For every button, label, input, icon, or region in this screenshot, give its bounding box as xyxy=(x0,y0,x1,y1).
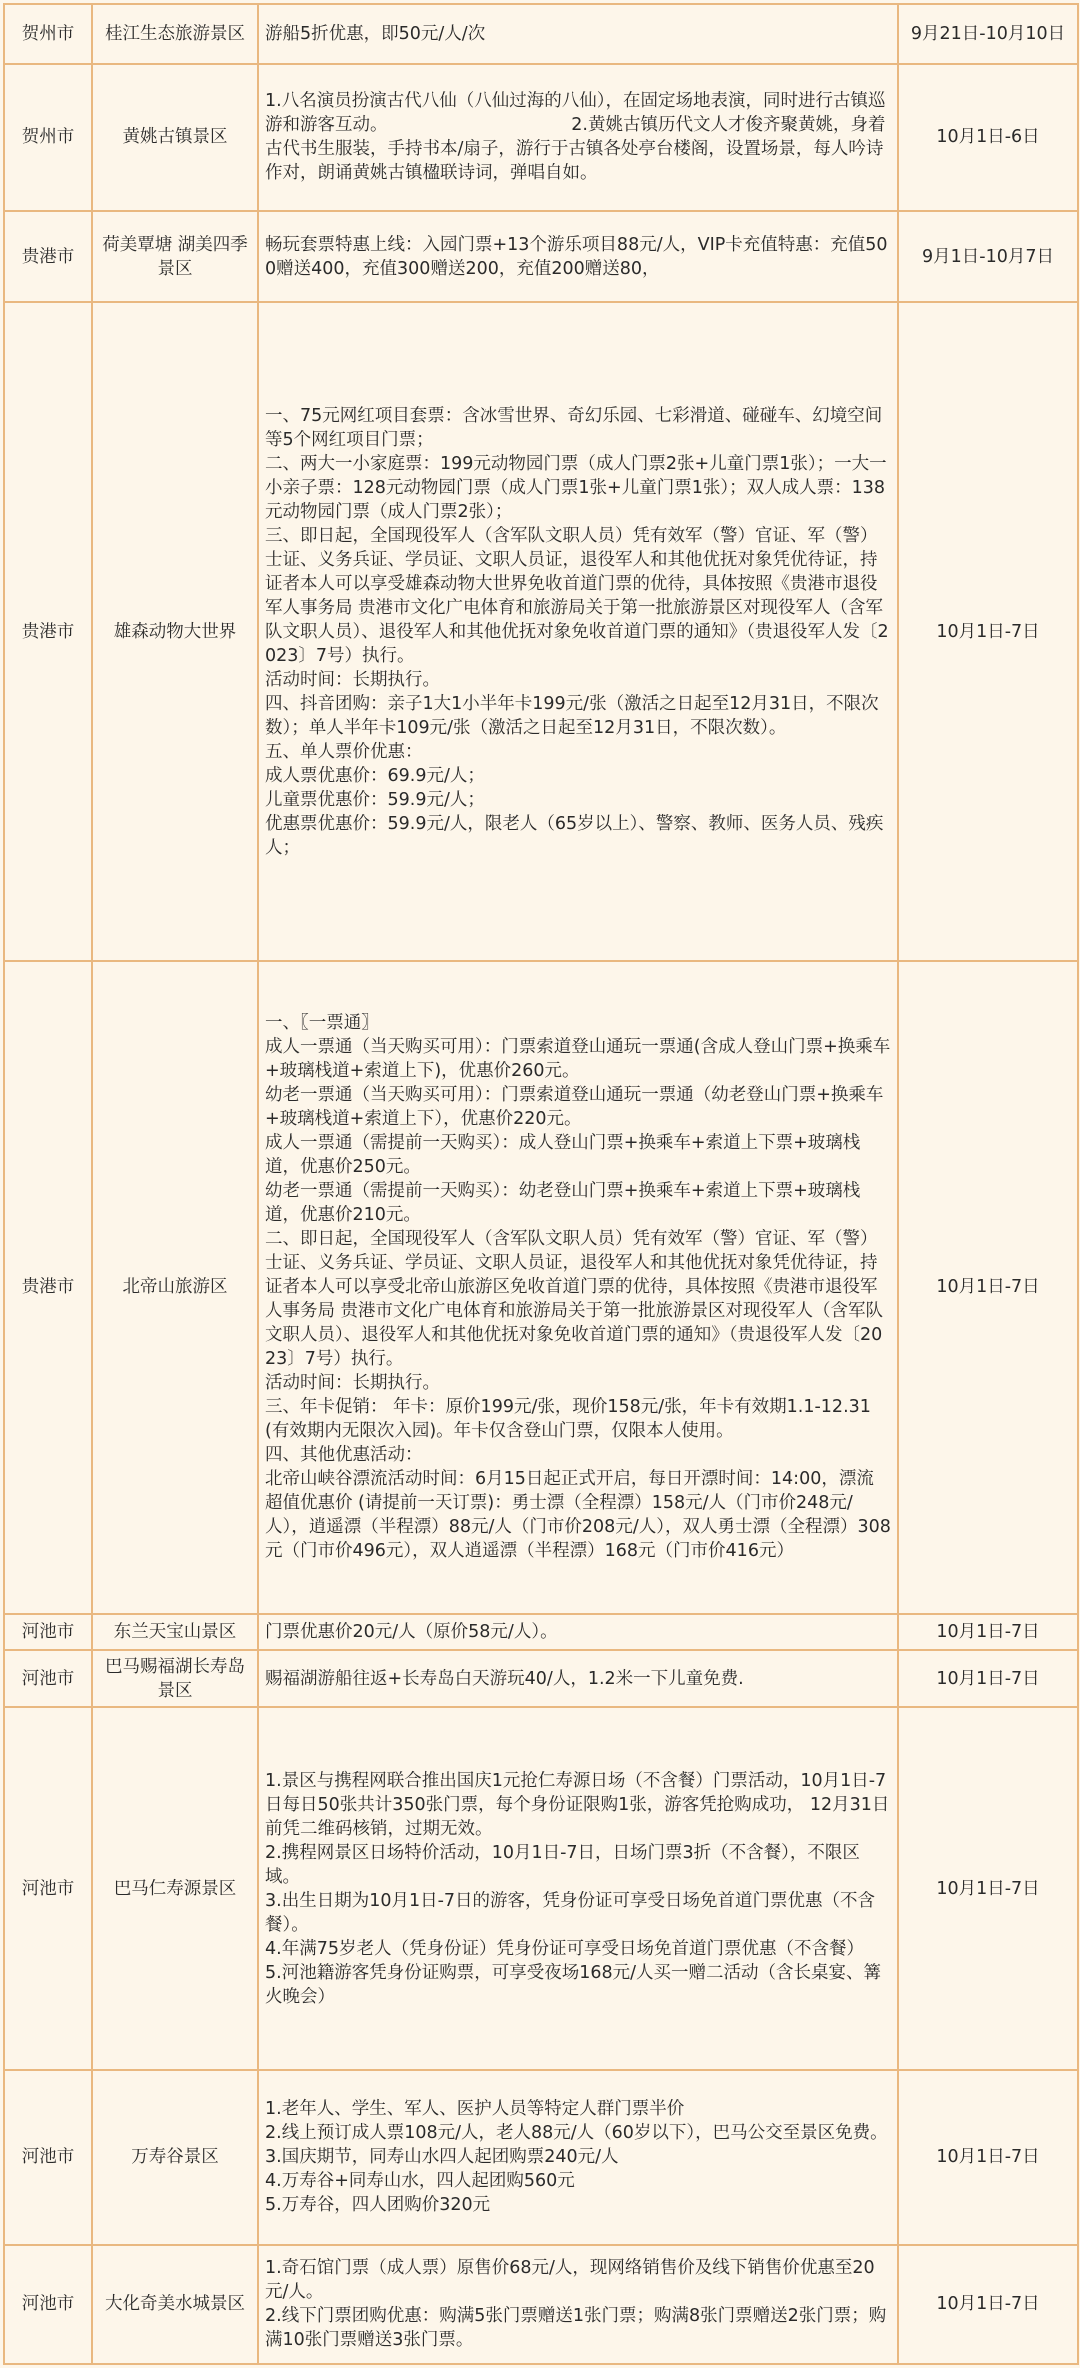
date-cell: 10月1日-7日 xyxy=(898,1707,1078,2069)
table-row xyxy=(4,4,1078,64)
table-row xyxy=(4,211,1078,303)
detail-line: 赐福湖游船往返+长寿岛白天游玩40/人，1.2米一下儿童免费. xyxy=(265,1668,744,1689)
detail-line: 1.景区与携程网联合推出国庆1元抢仁寿源日场（不含餐）门票活动，10月1日-7日每日50张共计350张门票，每个身份证限购1张，游客凭抢购成功， 12月31日前凭二维码核销，过期无效。 xyxy=(265,1770,890,1839)
promotion-detail-cell xyxy=(258,2070,898,2245)
date-cell: 10月1日-7日 xyxy=(898,1614,1078,1650)
scenic-spot-cell: 黄姚古镇景区 xyxy=(92,64,258,211)
table-row xyxy=(4,961,1078,1613)
detail-line: 四、其他优惠活动： xyxy=(265,1445,423,1466)
detail-line: 成人一票通（当天购买可用）：门票索道登山通玩一票通(含成人登山门票+换乘车+玻璃栈道+索道上下)，优惠价260元。 xyxy=(265,1037,891,1082)
scenic-spot-cell: 北帝山旅游区 xyxy=(92,961,258,1613)
scenic-spot-cell: 巴马仁寿源景区 xyxy=(92,1707,258,2069)
promotion-detail-cell xyxy=(258,961,898,1613)
detail-line: 1.奇石馆门票（成人票）原售价68元/人，现网络销售价及线下销售价优惠至20元/人。 xyxy=(265,2258,875,2303)
date-cell: 10月1日-7日 xyxy=(898,1650,1078,1708)
detail-line: 一、〖一票通〗 xyxy=(265,1013,379,1034)
scenic-spot-cell: 桂江生态旅游景区 xyxy=(92,4,258,64)
detail-line: 四、抖音团购：亲子1大1小半年卡199元/张（激活之日起至12月31日，不限次数）；单人半年卡109元/张（激活之日起至12月31日，不限次数）。 xyxy=(265,693,879,738)
detail-line: 3.出生日期为10月1日-7日的游客，凭身份证可享受日场免首道门票优惠（不含餐）。 xyxy=(265,1890,876,1935)
city-cell: 河池市 xyxy=(4,2245,92,2364)
promotion-table xyxy=(3,3,1079,2365)
detail-line: 5.万寿谷，四人团购价320元 xyxy=(265,2195,491,2216)
detail-line: 成人票优惠价：69.9元/人； xyxy=(265,765,485,786)
detail-line: 五、单人票价优惠： xyxy=(265,741,423,762)
detail-line: 门票优惠价20元/人（原价58元/人）。 xyxy=(265,1621,558,1642)
detail-line: 幼老一票通（当天购买可用）：门票索道登山通玩一票通（幼老登山门票+换乘车+玻璃栈道+索道上下），优惠价220元。 xyxy=(265,1085,884,1130)
city-cell: 贵港市 xyxy=(4,211,92,303)
detail-line: 三、年卡促销： 年卡：原价199元/张，现价158元/张，年卡有效期1.1-12.31(有效期内无限次入园)。年卡仅含登山门票，仅限本人使用。 xyxy=(265,1397,871,1442)
city-cell: 贵港市 xyxy=(4,302,92,961)
city-cell: 贺州市 xyxy=(4,4,92,64)
scenic-spot-cell: 东兰天宝山景区 xyxy=(92,1614,258,1650)
detail-line: 2.线上预订成人票108元/人，老人88元/人（60岁以下），巴马公交至景区免费。 xyxy=(265,2123,888,2144)
city-cell: 贺州市 xyxy=(4,64,92,211)
detail-line: 1.老年人、学生、军人、医护人员等特定人群门票半价 xyxy=(265,2099,685,2120)
city-cell: 河池市 xyxy=(4,2070,92,2245)
detail-line: 二、即日起，全国现役军人（含军队文职人员）凭有效军（警）官证、军（警）士证、义务兵证、学员证、文职人员证，退役军人和其他优抚对象凭优待证，持证者本人可以享受北帝山旅游区免收首道门票的优待，具体按照《贵港市退役军人事务局 贵港市文化广电体育和旅游局关于第一批旅游景区对现役军人（含军队文职人员）、退役军人和其他优抚对象免收首道门票的通知》（贵退役军人发〔2023〕7号）执行。 xyxy=(265,1229,884,1370)
detail-line: 畅玩套票特惠上线：入园门票+13个游乐项目88元/人，VIP卡充值特惠：充值500赠送400，充值300赠送200，充值200赠送80， xyxy=(265,234,888,279)
table-row xyxy=(4,1614,1078,1650)
detail-line: 三、即日起，全国现役军人（含军队文职人员）凭有效军（警）官证、军（警）士证、义务兵证、学员证、文职人员证，退役军人和其他优抚对象凭优待证，持证者本人可以享受雄森动物大世界免收首道门票的优待，具体按照《贵港市退役军人事务局 贵港市文化广电体育和旅游局关于第一批旅游景区对现役军人（含军队文职人员）、退役军人和其他优抚对象免收首道门票的通知》（贵退役军人发〔2023〕7号）执行。 xyxy=(265,525,889,666)
table-row xyxy=(4,2245,1078,2364)
detail-line: 游船5折优惠，即50元/人/次 xyxy=(265,23,486,44)
scenic-spot-cell: 巴马赐福湖长寿岛景区 xyxy=(92,1650,258,1708)
date-cell: 10月1日-6日 xyxy=(898,64,1078,211)
table-row xyxy=(4,1707,1078,2069)
promotion-detail-cell xyxy=(258,1707,898,2069)
scenic-spot-cell: 万寿谷景区 xyxy=(92,2070,258,2245)
promotion-detail-cell xyxy=(258,4,898,64)
table-row xyxy=(4,2070,1078,2245)
city-cell: 河池市 xyxy=(4,1650,92,1708)
promotion-detail-cell xyxy=(258,1650,898,1708)
date-cell: 9月21日-10月10日 xyxy=(898,4,1078,64)
date-cell: 10月1日-7日 xyxy=(898,302,1078,961)
detail-line: 活动时间：长期执行。 xyxy=(265,669,440,690)
scenic-spot-cell: 雄森动物大世界 xyxy=(92,302,258,961)
detail-line: 北帝山峡谷漂流活动时间：6月15日起正式开启，每日开漂时间：14:00，漂流超值优惠价 (请提前一天订票)：勇士漂（全程漂）158元/人（门市价248元/人），逍遥漂（半程漂）88元/人（门市价208元/人），双人勇士漂（全程漂）308元（门市价496元），双人逍遥漂（半程漂）168元（门市价416元） xyxy=(265,1469,891,1562)
promotion-detail-cell xyxy=(258,64,898,211)
table-row xyxy=(4,64,1078,211)
table-row xyxy=(4,302,1078,961)
detail-line: 活动时间：长期执行。 xyxy=(265,1373,440,1394)
detail-line: 优惠票优惠价：59.9元/人，限老人（65岁以上）、警察、教师、医务人员、残疾人； xyxy=(265,813,884,858)
detail-line: 1.八名演员扮演古代八仙（八仙过海的八仙），在固定场地表演，同时进行古镇巡游和游客互动。 2.黄姚古镇历代文人才俊齐聚黄姚，身着古代书生服装，手持书本/扇子，游行于古镇各处亭台楼阁，设置场景，每人吟诗作对，朗诵黄姚古镇楹联诗词，弹唱自如。 xyxy=(265,91,886,184)
detail-line: 4.万寿谷+同寿山水，四人起团购560元 xyxy=(265,2171,575,2192)
scenic-spot-cell: 大化奇美水城景区 xyxy=(92,2245,258,2364)
date-cell: 10月1日-7日 xyxy=(898,961,1078,1613)
promotion-detail-cell xyxy=(258,302,898,961)
city-cell: 贵港市 xyxy=(4,961,92,1613)
table-row xyxy=(4,1650,1078,1708)
detail-line: 3.国庆期节，同寿山水四人起团购票240元/人 xyxy=(265,2147,619,2168)
promotion-detail-cell xyxy=(258,1614,898,1650)
detail-line: 2.携程网景区日场特价活动，10月1日-7日，日场门票3折（不含餐），不限区域。 xyxy=(265,1842,860,1887)
promotion-detail-cell xyxy=(258,211,898,303)
date-cell: 10月1日-7日 xyxy=(898,2245,1078,2364)
city-cell: 河池市 xyxy=(4,1614,92,1650)
detail-line: 儿童票优惠价：59.9元/人； xyxy=(265,789,485,810)
promotion-detail-cell xyxy=(258,2245,898,2364)
date-cell: 9月1日-10月7日 xyxy=(898,211,1078,303)
detail-line: 4.年满75岁老人（凭身份证）凭身份证可享受日场免首道门票优惠（不含餐） xyxy=(265,1938,864,1959)
detail-line: 2.线下门票团购优惠：购满5张门票赠送1张门票；购满8张门票赠送2张门票；购满10张门票赠送3张门票。 xyxy=(265,2306,887,2351)
detail-line: 二、两大一小家庭票：199元动物园门票（成人门票2张+儿童门票1张）；一大一小亲子票：128元动物园门票（成人门票1张+儿童门票1张）；双人成人票：138元动物园门票（成人门票2张）； xyxy=(265,453,887,522)
scenic-spot-cell: 荷美覃塘 湖美四季景区 xyxy=(92,211,258,303)
city-cell: 河池市 xyxy=(4,1707,92,2069)
detail-line: 幼老一票通（需提前一天购买）：幼老登山门票+换乘车+索道上下票+玻璃栈道，优惠价210元。 xyxy=(265,1181,861,1226)
detail-line: 成人一票通（需提前一天购买）：成人登山门票+换乘车+索道上下票+玻璃栈道，优惠价250元。 xyxy=(265,1133,861,1178)
detail-line: 5.河池籍游客凭身份证购票，可享受夜场168元/人买一赠二活动（含长桌宴、篝火晚会） xyxy=(265,1962,881,2007)
date-cell: 10月1日-7日 xyxy=(898,2070,1078,2245)
detail-line: 一、75元网红项目套票：含冰雪世界、奇幻乐园、七彩滑道、碰碰车、幻境空间等5个网红项目门票； xyxy=(265,405,883,450)
